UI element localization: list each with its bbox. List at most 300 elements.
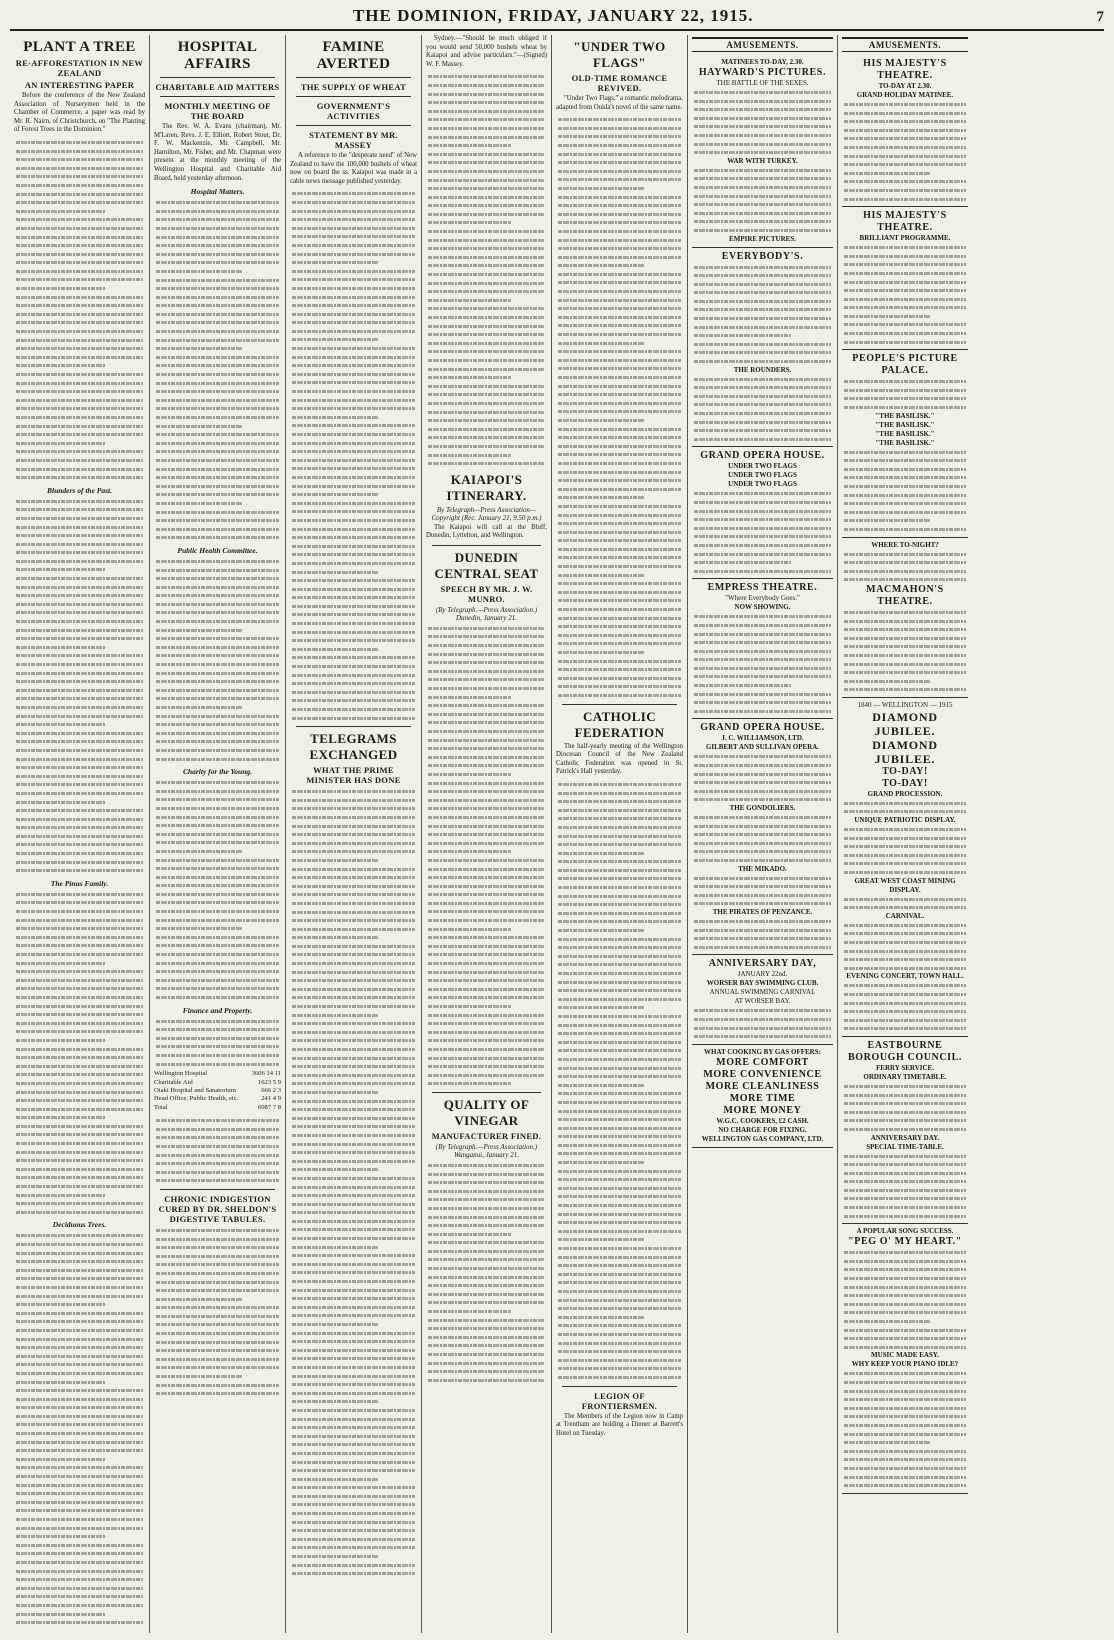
text-line <box>154 1295 281 1304</box>
text-line <box>154 198 281 207</box>
text-line <box>842 508 968 517</box>
ad-gas-company <box>692 1045 833 1148</box>
text-line <box>290 645 417 654</box>
ad-body <box>692 752 833 804</box>
text-line <box>290 550 417 559</box>
text-line <box>14 1079 145 1088</box>
text-line <box>692 271 833 280</box>
text-line <box>154 873 281 882</box>
ad-line: UNDER TWO FLAGS <box>728 471 797 480</box>
text-line <box>154 1176 281 1185</box>
text-line <box>14 1515 145 1524</box>
ad-hayward <box>692 55 833 248</box>
text-line <box>14 984 145 993</box>
text-line <box>154 1017 281 1026</box>
text-line <box>692 698 833 707</box>
text-line <box>842 1387 968 1396</box>
text-line <box>842 252 968 261</box>
text-line <box>556 450 683 459</box>
ad-line: "THE BASILISK." <box>875 438 935 447</box>
text-line <box>14 600 145 609</box>
text-line <box>154 482 281 491</box>
ad-line: A POPULAR SONG SUCCESS. <box>856 1227 954 1236</box>
text-line <box>426 1036 547 1045</box>
text-line <box>154 241 281 250</box>
text-line <box>14 1610 145 1619</box>
text-line <box>154 1060 281 1069</box>
text-line <box>14 207 145 216</box>
text-line <box>842 491 968 500</box>
text-line <box>14 1403 145 1412</box>
subhead-monthly-meeting: MONTHLY MEETING OF THE BOARD <box>164 101 271 121</box>
text-line <box>154 583 281 592</box>
text-line <box>426 210 547 219</box>
ad-body <box>842 243 968 346</box>
text-line <box>14 660 145 669</box>
text-line <box>842 177 968 186</box>
text-line <box>426 727 547 736</box>
text-line <box>14 866 145 875</box>
text-line <box>426 1195 547 1204</box>
text-line <box>556 849 683 858</box>
text-line <box>290 1380 417 1389</box>
text-line <box>14 755 145 764</box>
text-line <box>556 115 683 124</box>
text-line <box>692 226 833 235</box>
text-line <box>14 1309 145 1318</box>
text-line <box>426 296 547 305</box>
text-line <box>290 396 417 405</box>
text-line <box>842 651 968 660</box>
text-line <box>556 1218 683 1227</box>
text-line <box>426 787 547 796</box>
text-line <box>426 856 547 865</box>
text-line <box>426 796 547 805</box>
text-line <box>692 891 833 900</box>
text-line <box>290 1002 417 1011</box>
text-line <box>842 1007 968 1016</box>
text-line <box>556 1141 683 1150</box>
text-line <box>290 1234 417 1243</box>
ad-body <box>692 489 833 575</box>
text-line <box>556 1107 683 1116</box>
text-line <box>14 1249 145 1258</box>
text-line <box>14 514 145 523</box>
text-line <box>692 917 833 926</box>
text-line <box>290 1526 417 1535</box>
text-line <box>842 1421 968 1430</box>
text-line <box>14 941 145 950</box>
text-line <box>426 167 547 176</box>
text-line <box>154 1168 281 1177</box>
text-line <box>692 297 833 306</box>
article-body <box>154 557 281 763</box>
column-hospital-affairs <box>150 35 286 1633</box>
text-line <box>290 933 417 942</box>
text-line <box>154 284 281 293</box>
text-line <box>556 1184 683 1193</box>
text-line <box>14 591 145 600</box>
ad-body <box>692 1006 833 1040</box>
text-line <box>842 842 968 851</box>
text-line <box>556 416 683 425</box>
text-line <box>556 304 683 313</box>
ad-line: GREAT WEST COAST MINING DISPLAY. <box>854 876 956 894</box>
column-under-two-flags <box>552 35 688 1633</box>
text-line <box>692 331 833 340</box>
masthead-title: THE DOMINION, FRIDAY, JANUARY 22, 1915. <box>352 6 754 25</box>
text-line <box>290 1329 417 1338</box>
text-line <box>290 1191 417 1200</box>
text-line <box>556 296 683 305</box>
text-line <box>842 1455 968 1464</box>
ad-line: THE GONDOLIERS. <box>729 804 796 812</box>
text-line <box>290 301 417 310</box>
text-line <box>556 840 683 849</box>
text-line <box>692 280 833 289</box>
text-line <box>556 935 683 944</box>
text-line <box>290 404 417 413</box>
text-line <box>154 1235 281 1244</box>
section-public-health: Public Health Committee. <box>177 545 258 555</box>
ad-headline-indigestion: CHRONIC INDIGESTION CURED BY DR. SHELDON'S DIGESTIVE TABULES. <box>158 1193 277 1224</box>
text-line <box>692 263 833 272</box>
text-line <box>290 1097 417 1106</box>
text-line <box>556 553 683 562</box>
text-line <box>290 507 417 516</box>
text-line <box>842 303 968 312</box>
text-line <box>842 981 968 990</box>
text-line <box>290 856 417 865</box>
ad-line: DIAMOND JUBILEE. <box>872 709 938 738</box>
text-line <box>426 261 547 270</box>
text-line <box>692 122 833 131</box>
text-line <box>14 430 145 439</box>
text-line <box>842 642 968 651</box>
text-line <box>290 830 417 839</box>
text-line <box>556 184 683 193</box>
text-line <box>290 447 417 456</box>
text-line <box>692 1024 833 1033</box>
text-line <box>426 899 547 908</box>
text-line <box>426 141 547 150</box>
text-line <box>426 753 547 762</box>
text-line <box>290 1397 417 1406</box>
text-line <box>290 822 417 831</box>
ad-line: HIS MAJESTY'S THEATRE. <box>863 58 947 81</box>
text-line <box>290 1268 417 1277</box>
text-line <box>556 952 683 961</box>
text-line <box>556 562 683 571</box>
text-line <box>842 1369 968 1378</box>
ad-line: "THE BASILISK." <box>875 411 935 420</box>
text-line <box>154 361 281 370</box>
text-line <box>556 995 683 1004</box>
text-line <box>14 976 145 985</box>
text-line <box>842 1186 968 1195</box>
text-line <box>14 181 145 190</box>
article-body <box>154 1116 281 1185</box>
text-line <box>14 933 145 942</box>
text-line <box>14 1045 145 1054</box>
ad-body <box>842 1248 968 1351</box>
text-line <box>426 1359 547 1368</box>
text-line <box>14 1139 145 1148</box>
text-line <box>14 737 145 746</box>
text-line <box>556 883 683 892</box>
text-line <box>556 631 683 640</box>
text-line <box>154 907 281 916</box>
text-line <box>14 1446 145 1455</box>
text-line <box>14 1148 145 1157</box>
text-line <box>692 943 833 952</box>
text-line <box>692 874 833 883</box>
subhead-reafforestation: RE-AFFORESTATION IN NEW ZEALAND <box>15 58 144 78</box>
text-line <box>842 1430 968 1439</box>
text-line <box>426 1011 547 1020</box>
amusements-header: AMUSEMENTS. <box>842 37 968 52</box>
text-line <box>556 1313 683 1322</box>
ad-line: JANUARY 22nd. <box>737 970 788 979</box>
text-line <box>426 279 547 288</box>
text-line <box>290 985 417 994</box>
text-line <box>14 497 145 506</box>
text-line <box>556 468 683 477</box>
ad-line: WHAT COOKING BY GAS OFFERS: <box>704 1047 821 1056</box>
ad-line: EVENING CONCERT, TOWN HALL. <box>846 972 964 981</box>
text-line <box>692 400 833 409</box>
text-line <box>556 536 683 545</box>
article-intro: Before the conference of the New Zealand Association of Nurserymen held in the Chamber of Commerce, a paper was read by Mr. R. Nairn, of Christchurch, on "The Planting of Forest Trees in the Dominion." <box>14 92 145 134</box>
text-line <box>556 124 683 133</box>
text-line <box>842 1464 968 1473</box>
text-line <box>556 1373 683 1382</box>
text-line <box>154 795 281 804</box>
text-line <box>154 941 281 950</box>
text-line <box>154 881 281 890</box>
ad-line: GRAND PROCESSION. <box>867 789 943 798</box>
text-line <box>14 1122 145 1131</box>
text-line <box>556 485 683 494</box>
text-line <box>426 976 547 985</box>
text-line <box>154 712 281 721</box>
text-line <box>14 677 145 686</box>
text-line <box>154 1312 281 1321</box>
text-line <box>290 662 417 671</box>
text-line <box>426 322 547 331</box>
text-line <box>426 330 547 339</box>
text-line <box>426 1341 547 1350</box>
text-line <box>556 814 683 823</box>
text-line <box>842 117 968 126</box>
text-line <box>154 1389 281 1398</box>
text-line <box>154 1042 281 1051</box>
ad-body <box>154 1226 281 1398</box>
text-line <box>14 233 145 242</box>
text-line <box>842 1091 968 1100</box>
ad-line: TO-DAY! <box>882 777 928 789</box>
text-line <box>426 1221 547 1230</box>
ad-body <box>692 263 833 366</box>
text-line <box>426 339 547 348</box>
text-line <box>14 1165 145 1174</box>
ad-eastbourne-ferry <box>842 1037 968 1224</box>
text-line <box>556 789 683 798</box>
section-deciduous-trees: Deciduous Trees. <box>52 1220 107 1230</box>
text-line <box>290 490 417 499</box>
text-line <box>692 822 833 831</box>
text-line <box>154 490 281 499</box>
text-line <box>154 669 281 678</box>
text-line <box>14 1524 145 1533</box>
text-line <box>556 1003 683 1012</box>
headline-under-two-flags: "UNDER TWO FLAGS" <box>573 39 666 70</box>
text-line <box>290 916 417 925</box>
text-line <box>14 806 145 815</box>
text-line <box>290 250 417 259</box>
text-line <box>842 1300 968 1309</box>
text-line <box>290 232 417 241</box>
text-line <box>290 619 417 628</box>
text-line <box>842 575 968 584</box>
text-line <box>692 305 833 314</box>
text-line <box>556 321 683 330</box>
text-line <box>154 1125 281 1134</box>
text-line <box>290 1243 417 1252</box>
text-line <box>426 710 547 719</box>
text-line <box>556 519 683 528</box>
text-line <box>154 267 281 276</box>
text-line <box>556 1098 683 1107</box>
text-line <box>290 873 417 882</box>
article-body <box>556 780 683 1382</box>
text-line <box>842 525 968 534</box>
text-line <box>154 525 281 534</box>
text-line <box>426 847 547 856</box>
text-line <box>842 608 968 617</box>
text-line <box>154 250 281 259</box>
divider <box>432 545 541 546</box>
text-line <box>426 1333 547 1342</box>
text-line <box>14 1592 145 1601</box>
text-line <box>154 976 281 985</box>
text-line <box>14 241 145 250</box>
text-line <box>14 361 145 370</box>
text-line <box>290 1045 417 1054</box>
text-line <box>14 898 145 907</box>
ad-his-majestys-2 <box>842 207 968 350</box>
text-line <box>14 465 145 474</box>
text-line <box>14 1274 145 1283</box>
text-line <box>842 668 968 677</box>
text-line <box>556 545 683 554</box>
ad-line: FERRY SERVICE. <box>876 1063 934 1072</box>
text-line <box>290 1311 417 1320</box>
text-line <box>842 990 968 999</box>
text-line <box>556 1029 683 1038</box>
text-line <box>426 1213 547 1222</box>
table-row: Total 6087 7 8 <box>154 1103 281 1111</box>
text-line <box>14 155 145 164</box>
text-line <box>290 542 417 551</box>
text-line <box>290 1466 417 1475</box>
text-line <box>14 1395 145 1404</box>
ad-line: ANNUAL SWIMMING CARNIVAL <box>709 988 816 997</box>
ad-line: MORE CLEANLINESS <box>705 1080 820 1092</box>
text-line <box>556 674 683 683</box>
text-line <box>14 1088 145 1097</box>
finance-table <box>154 1070 281 1112</box>
text-line <box>692 630 833 639</box>
text-line <box>14 258 145 267</box>
text-line <box>154 1346 281 1355</box>
text-line <box>842 859 968 868</box>
text-line <box>556 1192 683 1201</box>
text-line <box>692 690 833 699</box>
text-line <box>426 227 547 236</box>
text-line <box>14 1156 145 1165</box>
section-charity-young: Charity for the Young. <box>182 767 253 777</box>
text-line <box>290 559 417 568</box>
ad-line: PEOPLE'S PICTURE PALACE. <box>852 353 958 377</box>
article-body <box>154 778 281 1001</box>
headline-legion: LEGION OF FRONTIERSMEN. <box>581 1390 658 1411</box>
text-line <box>692 507 833 516</box>
article-body <box>290 787 417 1578</box>
text-line <box>842 999 968 1008</box>
text-line <box>14 353 145 362</box>
text-line <box>154 600 281 609</box>
text-line <box>426 830 547 839</box>
text-line <box>556 1278 683 1287</box>
text-line <box>842 868 968 877</box>
text-line <box>290 1225 417 1234</box>
text-line <box>290 1165 417 1174</box>
text-line <box>842 1438 968 1447</box>
text-line <box>556 917 683 926</box>
text-line <box>154 1116 281 1125</box>
text-line <box>290 1500 417 1509</box>
text-line <box>154 336 281 345</box>
text-line <box>154 1133 281 1142</box>
text-line <box>154 608 281 617</box>
text-line <box>426 865 547 874</box>
text-line <box>154 591 281 600</box>
text-line <box>842 152 968 161</box>
text-line <box>290 1088 417 1097</box>
subhead-government: GOVERNMENT'S ACTIVITIES <box>316 101 391 121</box>
text-line <box>692 926 833 935</box>
text-line <box>692 567 833 576</box>
text-line <box>556 1038 683 1047</box>
text-line <box>692 847 833 856</box>
text-line <box>426 770 547 779</box>
text-line <box>14 379 145 388</box>
ad-line: MORE MONEY <box>723 1104 802 1116</box>
text-line <box>556 1072 683 1081</box>
text-line <box>842 1116 968 1125</box>
text-line <box>14 1173 145 1182</box>
text-line <box>692 200 833 209</box>
text-line <box>290 714 417 723</box>
text-line <box>692 515 833 524</box>
ad-body <box>842 1152 968 1221</box>
text-line <box>14 1208 145 1217</box>
ad-line: ANNIVERSARY DAY, <box>708 958 817 970</box>
ad-line: CARNIVAL. <box>885 911 925 920</box>
text-line <box>14 832 145 841</box>
text-line <box>290 310 417 319</box>
